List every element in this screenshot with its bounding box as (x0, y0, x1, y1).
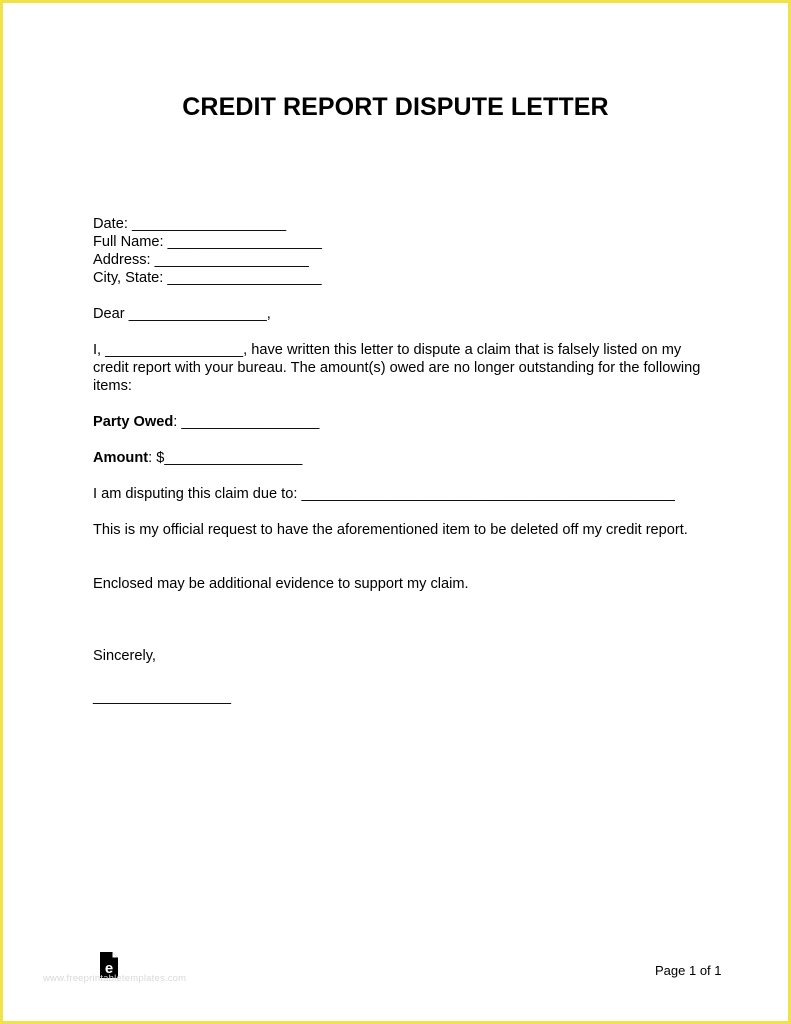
address-blank: ___________________ (154, 252, 309, 268)
amount-currency: $ (156, 450, 165, 466)
party-owed-blank: _________________ (181, 414, 320, 430)
date-field (93, 215, 703, 233)
city-state-blank: ___________________ (167, 270, 322, 286)
party-owed-colon: : (173, 414, 178, 430)
enclosed-text: Enclosed may be additional evidence to support my claim. (93, 576, 469, 592)
party-owed-label: Party Owed (93, 414, 174, 430)
signature-blank: _________________ (93, 689, 231, 705)
request-text: This is my official request to have the aforementioned item to be deleted off my credit report. (93, 522, 688, 538)
watermark-text: www.freeprintabletemplates.com (43, 973, 187, 984)
salutation-suffix: , (266, 306, 271, 322)
full-name-label: Full Name: (93, 234, 164, 250)
full-name-blank: ___________________ (167, 234, 322, 250)
document-title: CREDIT REPORT DISPUTE LETTER (182, 93, 609, 121)
amount-field (93, 449, 703, 467)
amount-blank: _________________ (164, 450, 303, 466)
address-label: Address: (93, 252, 151, 268)
dispute-reason-label: I am disputing this claim due to: (93, 486, 298, 502)
request-paragraph (93, 521, 703, 539)
dispute-reason-field (93, 485, 703, 503)
header-fields (93, 215, 703, 287)
intro-name-blank: _________________ (105, 342, 244, 358)
intro-paragraph (93, 341, 703, 395)
date-label: Date: (93, 216, 128, 232)
address-field (93, 251, 703, 269)
date-blank: ___________________ (131, 216, 287, 232)
svg-text:e: e (104, 960, 114, 977)
enclosed-paragraph (93, 575, 703, 593)
party-owed-field (93, 413, 703, 431)
amount-colon: : (148, 450, 153, 466)
city-state-label: City, State: (93, 270, 164, 286)
full-name-field (93, 233, 703, 251)
page-number: Page 1 of 1 (655, 963, 722, 978)
salutation-blank: _________________ (128, 306, 267, 322)
city-state-field (93, 269, 703, 287)
amount-label: Amount (93, 450, 149, 466)
closing (93, 647, 703, 665)
closing-text: Sincerely, (93, 648, 156, 664)
salutation (93, 305, 703, 323)
dispute-reason-blank: ______________________________________________ (301, 486, 675, 502)
intro-text: , have written this letter to dispute a claim that is falsely listed on my credit report with your bureau. The amount(s) owed are no longer outstanding for the following items: (93, 342, 701, 394)
intro-prefix: I, (93, 342, 102, 358)
salutation-prefix: Dear (93, 306, 125, 322)
